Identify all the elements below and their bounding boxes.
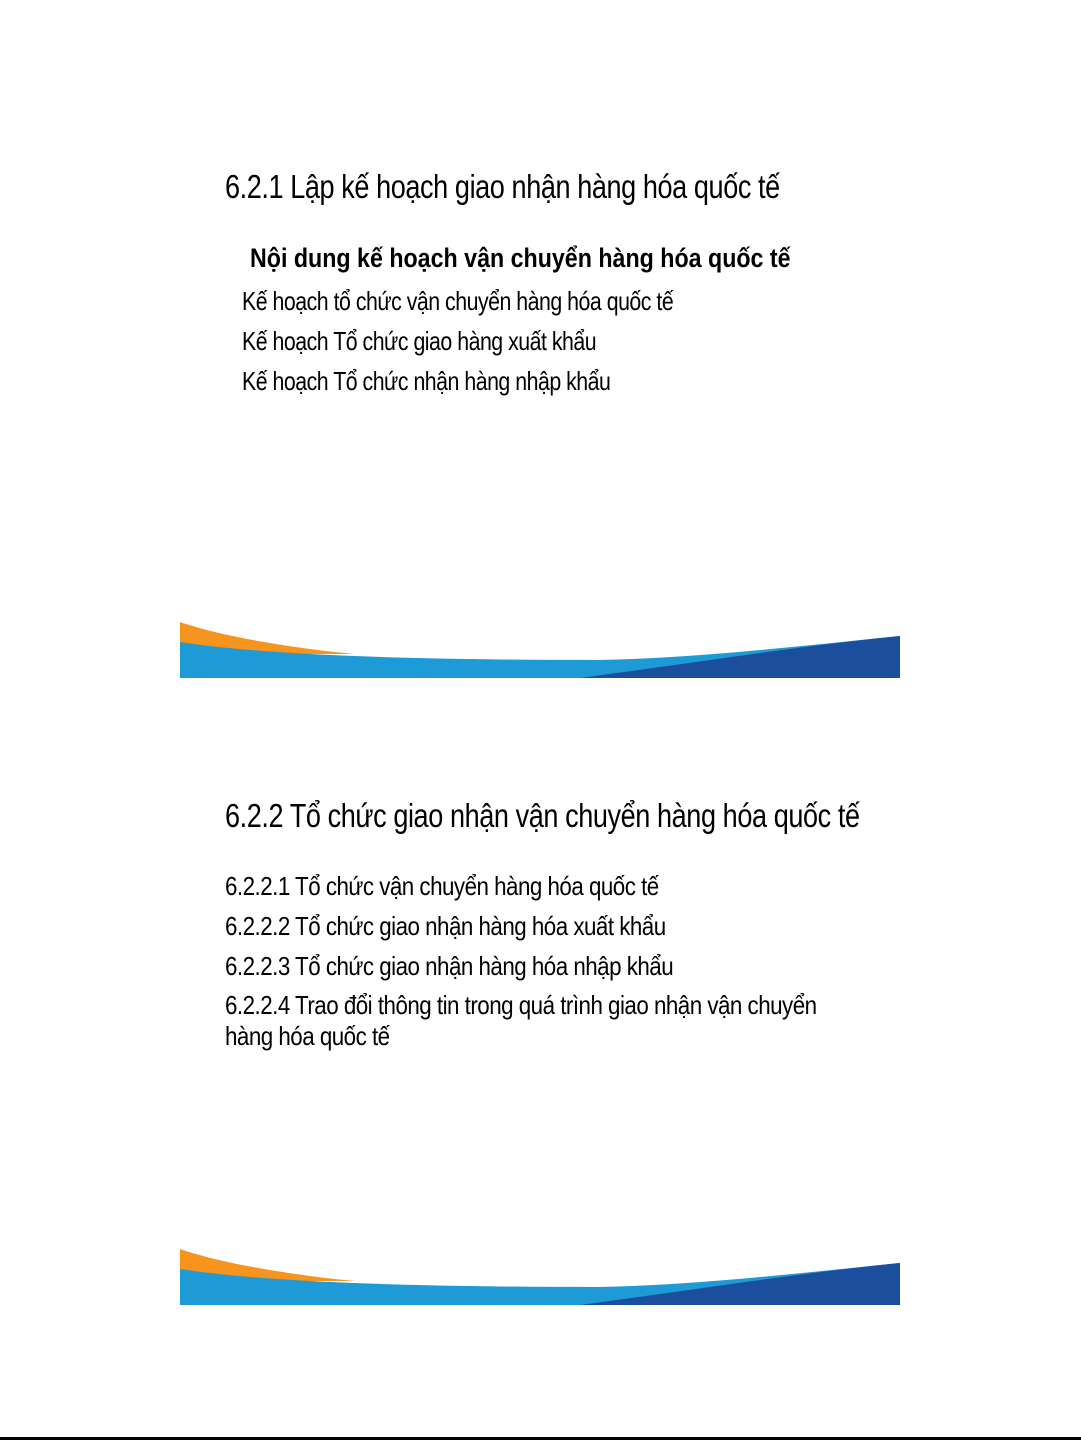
list-item: Kế hoạch Tổ chức giao hàng xuất khẩu xyxy=(242,326,597,356)
slide-2-title: 6.2.2 Tổ chức giao nhận vận chuyển hàng hóa quốc tế xyxy=(225,797,860,834)
item-text: Tổ chức giao nhận hàng hóa nhập khẩu xyxy=(289,951,674,981)
list-item: Kế hoạch tổ chức vận chuyển hàng hóa quốc tế xyxy=(242,286,674,316)
list-item xyxy=(225,950,758,982)
slide-1-title: 6.2.1 Lập kế hoạch giao nhận hàng hóa quốc tế xyxy=(225,168,780,205)
item-number: 6.2.2.3 xyxy=(225,951,290,981)
list-item xyxy=(225,870,758,902)
slide-2-list xyxy=(225,870,845,1060)
list-item xyxy=(225,990,827,1052)
item-text: Tổ chức vận chuyển hàng hóa quốc tế xyxy=(289,871,659,901)
item-number: 6.2.2.2 xyxy=(225,911,290,941)
footer-swoosh-graphic xyxy=(180,622,900,678)
slide-1-list xyxy=(242,286,768,406)
list-item: Kế hoạch Tổ chức nhận hàng nhập khẩu xyxy=(242,366,611,396)
slide-2 xyxy=(0,725,1081,1325)
item-text: Tổ chức giao nhận hàng hóa xuất khẩu xyxy=(289,911,666,941)
list-item xyxy=(225,910,758,942)
item-number: 6.2.2.1 xyxy=(225,871,290,901)
page-bottom-rule xyxy=(0,1437,1081,1440)
item-text: Trao đổi thông tin trong quá trình giao nhận vận chuyển hàng hóa quốc tế xyxy=(225,990,817,1051)
footer-swoosh-graphic xyxy=(180,1249,900,1305)
item-number: 6.2.2.4 xyxy=(225,990,290,1020)
slide-1-subheading: Nội dung kế hoạch vận chuyển hàng hóa quốc tế xyxy=(250,243,791,273)
slide-1 xyxy=(0,0,1081,700)
